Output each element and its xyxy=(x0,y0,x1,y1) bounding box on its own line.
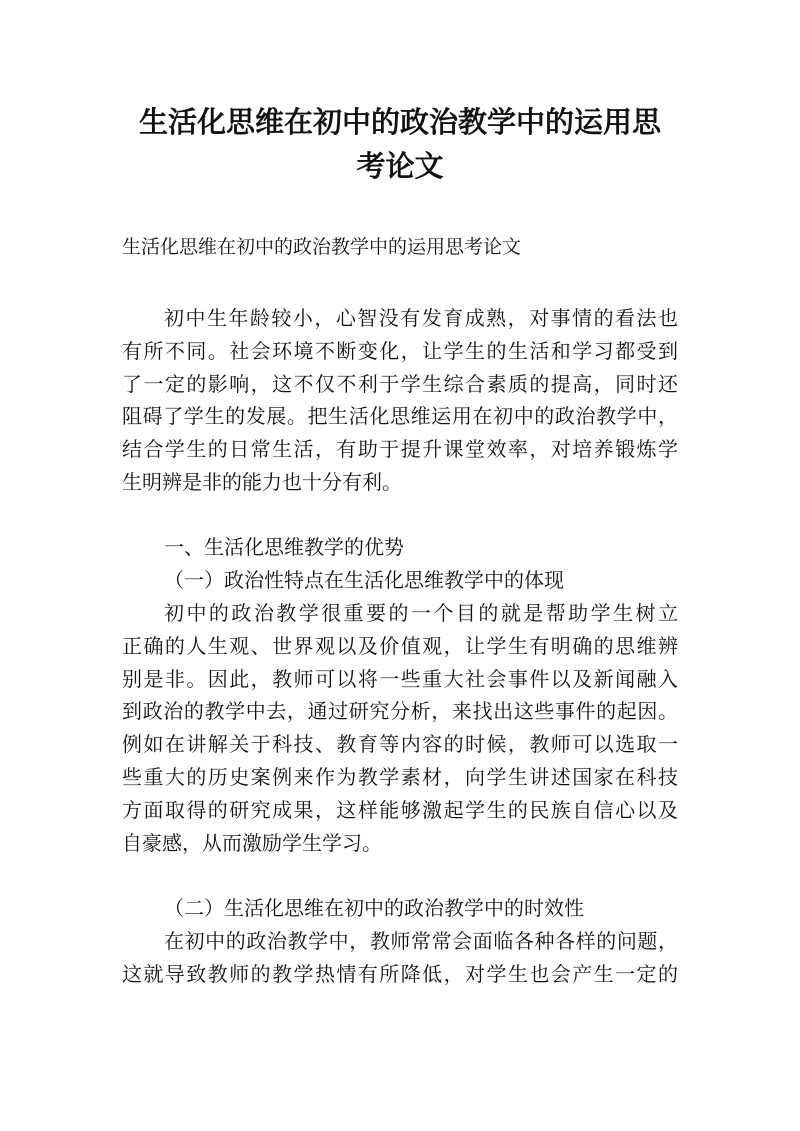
heading-text: （二）生活化思维在初中的政治教学中的时效性 xyxy=(164,896,584,920)
heading-text: 一、生活化思维教学的优势 xyxy=(164,535,404,559)
paragraph-line: 初中生年龄较小，心智没有发育成熟，对事情的看法也 xyxy=(164,306,678,330)
paragraph-line: 自豪感，从而激励学生学习。 xyxy=(122,830,382,855)
paragraph-line: 阻碍了学生的发展。把生活化思维运用在初中的政治教学中， xyxy=(122,404,678,429)
paragraph-line: 生明辨是非的能力也十分有利。 xyxy=(122,469,402,494)
paragraph-line: 方面取得的研究成果，这样能够激起学生的民族自信心以及 xyxy=(122,797,678,822)
paragraph-political xyxy=(122,597,678,859)
paragraph-line: 有所不同。社会环境不断变化，让学生的生活和学习都受到 xyxy=(122,338,678,363)
paragraph-line: 别是非。因此，教师可以将一些重大社会事件以及新闻融入 xyxy=(122,666,678,691)
paragraph-line: 在初中的政治教学中，教师常常会面临各种各样的问题， xyxy=(164,929,678,953)
paragraph-line: 结合学生的日常生活，有助于提升课堂效率，对培养锻炼学 xyxy=(122,437,678,462)
section-heading-1-2 xyxy=(122,892,678,925)
paragraph-timeliness xyxy=(122,925,678,991)
document-subtitle: 生活化思维在初中的政治教学中的运用思考论文 xyxy=(122,236,522,258)
heading-text: （一）政治性特点在生活化思维教学中的体现 xyxy=(164,568,564,592)
document-title-line-2: 考论文 xyxy=(356,149,444,183)
paragraph-intro xyxy=(122,302,678,499)
paragraph-line: 到政治的教学中去，通过研究分析，来找出这些事件的起因。 xyxy=(122,699,678,724)
section-heading-1-1 xyxy=(122,564,678,597)
paragraph-line: 了一定的影响，这不仅不利于学生综合素质的提高，同时还 xyxy=(122,371,678,396)
paragraph-line: 初中的政治教学很重要的一个目的就是帮助学生树立 xyxy=(164,601,678,625)
document-title-line-1: 生活化思维在初中的政治教学中的运用思 xyxy=(138,105,661,139)
paragraph-line: 正确的人生观、世界观以及价值观，让学生有明确的思维辨 xyxy=(122,633,678,658)
paragraph-line: 些重大的历史案例来作为教学素材，向学生讲述国家在科技 xyxy=(122,764,678,789)
paragraph-line: 这就导致教师的教学热情有所降低，对学生也会产生一定的 xyxy=(122,961,678,986)
paragraph-line: 例如在讲解关于科技、教育等内容的时候，教师可以选取一 xyxy=(122,732,678,757)
section-heading-1 xyxy=(122,531,678,564)
